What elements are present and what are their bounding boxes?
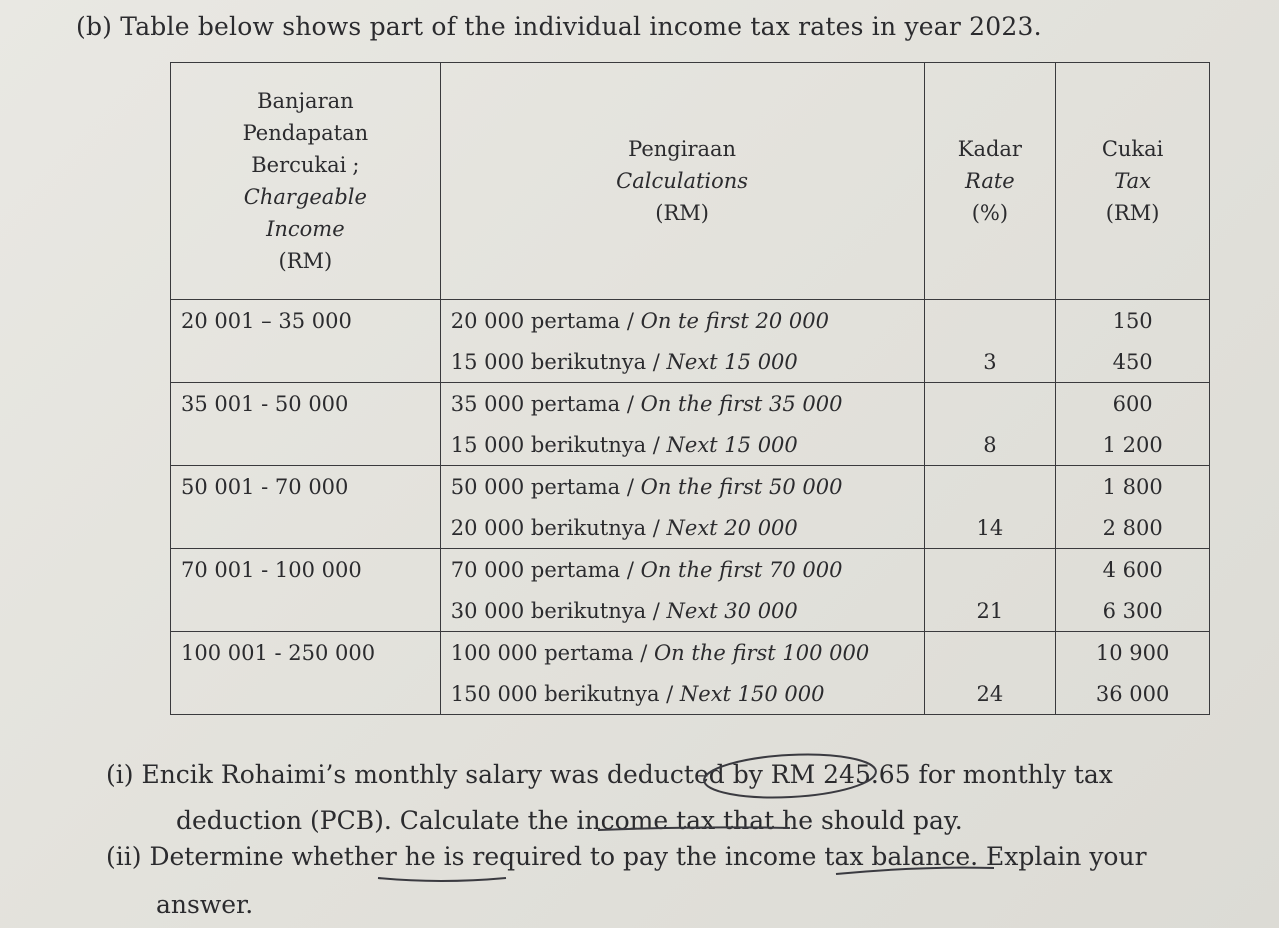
band-cell: [171, 341, 441, 383]
calc-cell: 150 000 berikutnya / Next 150 000: [440, 673, 924, 715]
rate-cell: [924, 466, 1056, 508]
table-header-row: [171, 63, 1210, 300]
band-cell: 70 001 - 100 000: [171, 549, 441, 591]
rate-cell: [924, 549, 1056, 591]
tax-cell: 36 000: [1056, 673, 1210, 715]
calc-cell: 35 000 pertama / On the first 35 000: [440, 383, 924, 425]
calc-cell: 15 000 berikutnya / Next 15 000: [440, 341, 924, 383]
rate-cell: 24: [924, 673, 1056, 715]
tax-cell: 2 800: [1056, 507, 1210, 549]
rate-cell: [924, 632, 1056, 674]
table-row: [171, 466, 1210, 508]
question-i-line-2: deduction (PCB). Calculate the income tax that he should pay.: [176, 806, 963, 835]
header-rate: Kadar Rate (%): [924, 63, 1056, 300]
table-row: [171, 590, 1210, 632]
question-heading: (b) Table below shows part of the individual income tax rates in year 2023.: [76, 12, 1042, 41]
band-cell: [171, 590, 441, 632]
tax-cell: 1 800: [1056, 466, 1210, 508]
table-row: [171, 507, 1210, 549]
rate-cell: 3: [924, 341, 1056, 383]
table-row: [171, 673, 1210, 715]
rate-cell: 21: [924, 590, 1056, 632]
tax-cell: 450: [1056, 341, 1210, 383]
tax-cell: 600: [1056, 383, 1210, 425]
table-row: [171, 632, 1210, 674]
underline-mark: [378, 878, 506, 881]
band-cell: 50 001 - 70 000: [171, 466, 441, 508]
question-i-line-1: (i) Encik Rohaimi’s monthly salary was deducted by RM 245.65 for monthly tax: [106, 760, 1113, 789]
table-row: [171, 383, 1210, 425]
calc-cell: 70 000 pertama / On the first 70 000: [440, 549, 924, 591]
rate-cell: [924, 383, 1056, 425]
calc-cell: 30 000 berikutnya / Next 30 000: [440, 590, 924, 632]
table-row: [171, 549, 1210, 591]
table-row: [171, 300, 1210, 342]
tax-cell: 150: [1056, 300, 1210, 342]
header-tax: Cukai Tax (RM): [1056, 63, 1210, 300]
rate-cell: 14: [924, 507, 1056, 549]
tax-cell: 10 900: [1056, 632, 1210, 674]
income-tax-table: [170, 62, 1210, 715]
header-chargeable-income: Banjaran Pendapatan Bercukai ; Chargeable Income (RM): [171, 63, 441, 300]
calc-cell: 100 000 pertama / On the first 100 000: [440, 632, 924, 674]
question-ii-line-1: (ii) Determine whether he is required to pay the income tax balance. Explain your: [106, 842, 1147, 871]
band-cell: 20 001 – 35 000: [171, 300, 441, 342]
calc-cell: 20 000 pertama / On te first 20 000: [440, 300, 924, 342]
tax-cell: 1 200: [1056, 424, 1210, 466]
band-cell: [171, 673, 441, 715]
band-cell: [171, 424, 441, 466]
calc-cell: 15 000 berikutnya / Next 15 000: [440, 424, 924, 466]
table-row: [171, 424, 1210, 466]
calc-cell: 20 000 berikutnya / Next 20 000: [440, 507, 924, 549]
rate-cell: 8: [924, 424, 1056, 466]
band-cell: 100 001 - 250 000: [171, 632, 441, 674]
tax-cell: 4 600: [1056, 549, 1210, 591]
question-ii-line-2: answer.: [156, 890, 254, 919]
band-cell: 35 001 - 50 000: [171, 383, 441, 425]
header-calculations: Pengiraan Calculations (RM): [440, 63, 924, 300]
tax-cell: 6 300: [1056, 590, 1210, 632]
rate-cell: [924, 300, 1056, 342]
table-row: [171, 341, 1210, 383]
calc-cell: 50 000 pertama / On the first 50 000: [440, 466, 924, 508]
band-cell: [171, 507, 441, 549]
